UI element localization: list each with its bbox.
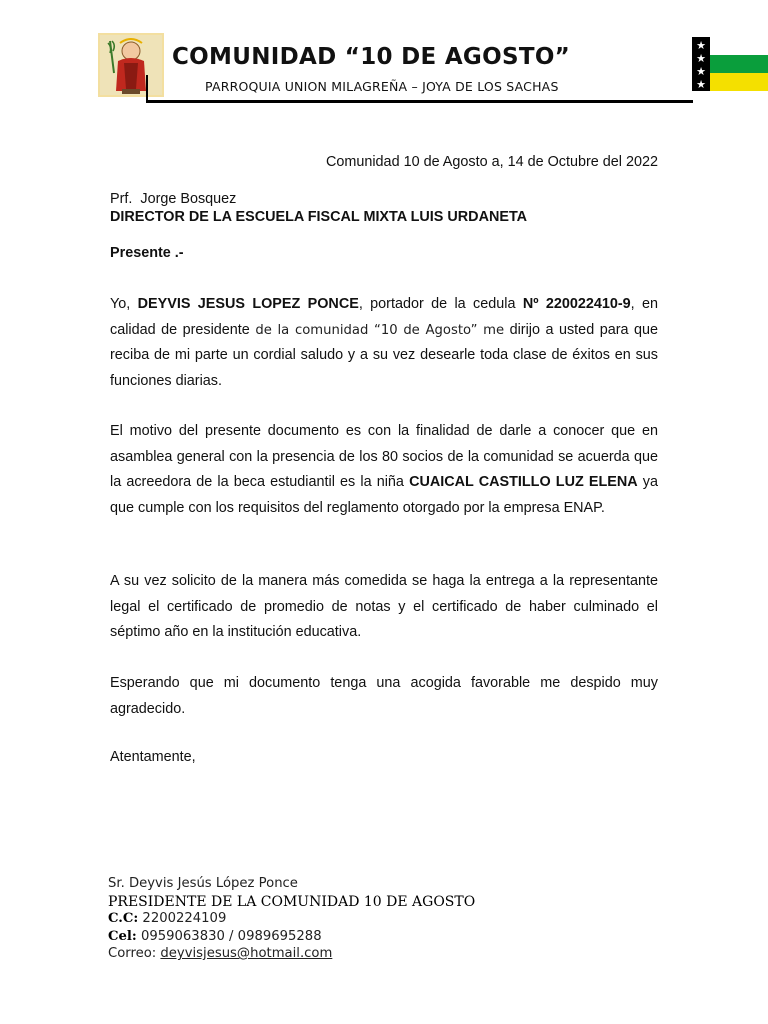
student-name: CUAICAL CASTILLO LUZ ELENA bbox=[409, 474, 638, 490]
email-link[interactable]: deyvisjesus@hotmail.com bbox=[160, 946, 333, 961]
recipient-title: DIRECTOR DE LA ESCUELA FISCAL MIXTA LUIS URDANETA bbox=[110, 209, 528, 225]
id-label: C.C: bbox=[108, 911, 139, 926]
paragraph-farewell: Esperando que mi documento tenga una acogida favorable me despido muy agradecido. bbox=[110, 675, 658, 717]
community-flag-icon bbox=[692, 37, 768, 91]
phone-value: 0959063830 / 0989695288 bbox=[136, 929, 322, 944]
community-mention: de la comunidad “10 de Agosto” me bbox=[255, 322, 505, 338]
paragraph-text: dirijo a usted para que reciba de mi parte un cordial saludo y a su vez desearle toda clase de éxitos en sus funciones diarias. bbox=[110, 321, 659, 389]
paragraph-motive bbox=[110, 419, 658, 521]
header-divider bbox=[146, 100, 693, 103]
phone-label: Cel: bbox=[108, 929, 137, 944]
paragraph-text: El motivo del presente documento es con la finalidad de darle a conocer que en asamblea general con la presencia de los 80 socios de la comunidad se acuerda que la acreedora de la beca estudiantil es la niña bbox=[110, 423, 658, 490]
paragraph-text: , portador de la cedula bbox=[358, 296, 523, 312]
signature-title: PRESIDENTE DE LA COMUNIDAD 10 DE AGOSTO bbox=[108, 894, 476, 910]
signature-id bbox=[108, 911, 226, 926]
sender-name: DEYVIS JESUS LOPEZ PONCE bbox=[137, 296, 359, 312]
id-value: 2200224109 bbox=[138, 911, 227, 926]
svg-text:★: ★ bbox=[696, 39, 706, 52]
saint-emblem-icon bbox=[98, 33, 164, 97]
paragraph-text: , en calidad de presidente bbox=[110, 296, 658, 338]
recipient-name: Prf. Jorge Bosquez bbox=[110, 191, 237, 207]
paragraph-request: A su vez solicito de la manera más comedida se haga la entrega a la representante legal el certificado de promedio de notas y el certificado de haber culminado el séptimo año en la institución educativa. bbox=[110, 573, 658, 640]
closing: Atentamente, bbox=[110, 749, 196, 765]
paragraph-text: ya que cumple con los requisitos del reglamento otorgado por la empresa ENAP. bbox=[110, 474, 658, 516]
signature-phone bbox=[108, 929, 322, 944]
signature-name: Sr. Deyvis Jesús López Ponce bbox=[108, 876, 298, 891]
page-title: COMUNIDAD “10 DE AGOSTO” bbox=[172, 44, 571, 70]
page-subtitle: PARROQUIA UNION MILAGREÑA – JOYA DE LOS SACHAS bbox=[205, 79, 559, 94]
svg-text:★: ★ bbox=[696, 52, 706, 65]
paragraph-introduction bbox=[110, 292, 658, 394]
svg-text:★: ★ bbox=[696, 65, 706, 78]
greeting: Presente .- bbox=[110, 245, 184, 261]
letter-date: Comunidad 10 de Agosto a, 14 de Octubre del 2022 bbox=[325, 154, 658, 170]
paragraph-text: Yo, bbox=[110, 296, 138, 312]
header-divider-vertical bbox=[146, 75, 148, 101]
id-number: Nº 220022410-9 bbox=[522, 296, 631, 312]
signature-email bbox=[108, 946, 332, 961]
svg-text:★: ★ bbox=[696, 78, 706, 91]
email-label: Correo: bbox=[108, 946, 161, 961]
